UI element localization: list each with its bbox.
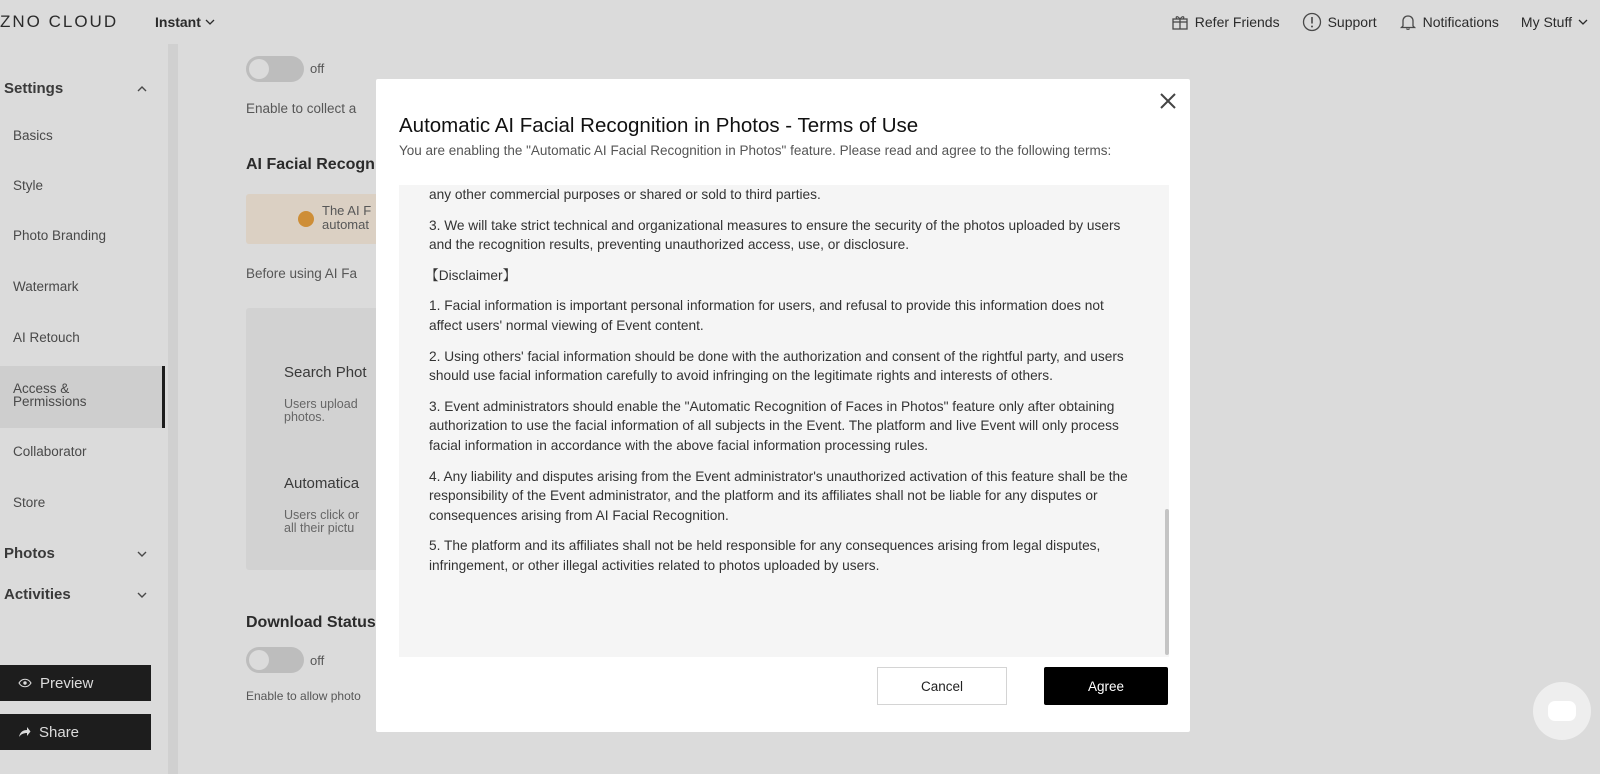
terms-paragraph: 5. The platform and its affiliates shall not be held responsible for any consequences arising from legal disputes, infringement, or other illegal activities related to photos uploaded by users. xyxy=(429,538,1101,573)
scrollbar-thumb[interactable] xyxy=(1165,509,1169,655)
terms-paragraph: 1. Facial information is important personal information for users, and refusal to provide this information does not affect users' normal viewing of Event content. xyxy=(429,298,1104,333)
download-description: Enable to allow photo xyxy=(246,689,361,703)
toggle-description: Enable to collect a xyxy=(246,101,357,116)
disclaimer-heading: 【Disclaimer】 xyxy=(425,267,517,283)
refer-friends-label: Refer Friends xyxy=(1194,14,1280,30)
share-label: Share xyxy=(39,723,80,741)
activities-label: Activities xyxy=(4,586,71,603)
close-icon[interactable] xyxy=(1156,89,1180,113)
terms-paragraph: 3. Event administrators should enable the "Automatic Recognition of Faces in Photos" feature only after obtaining authorization to use the facial information of all subjects in the Event. The platform and live Event will only process facial information in accordance with the above facial information processing rules. xyxy=(429,398,1119,453)
sidebar-item-style[interactable]: Style xyxy=(13,178,44,193)
notifications-label: Notifications xyxy=(1422,14,1499,30)
app-logo[interactable]: ZNO CLOUD xyxy=(0,12,119,31)
search-photos-title[interactable]: Search Phot xyxy=(284,364,367,381)
sidebar-item-label: Access & Permissions xyxy=(13,381,87,409)
toggle-state-label: off xyxy=(310,653,325,668)
search-photos-desc: Users upload photos. xyxy=(284,397,358,424)
chat-button[interactable] xyxy=(1533,682,1591,740)
download-status-heading: Download Status xyxy=(246,614,376,631)
terms-paragraph: any other commercial purposes or shared or sold to third parties. xyxy=(429,187,821,202)
sidebar-item-store[interactable]: Store xyxy=(13,495,46,510)
sidebar-item-photo-branding[interactable]: Photo Branding xyxy=(13,228,107,243)
support-label: Support xyxy=(1327,14,1377,30)
chat-icon xyxy=(1548,701,1576,721)
terms-content xyxy=(425,185,1137,587)
modal-subtitle: You are enabling the "Automatic AI Facial Recognition in Photos" feature. Please read and agree to the following terms: xyxy=(399,143,1112,158)
sidebar-item-ai-retouch[interactable]: AI Retouch xyxy=(13,330,80,345)
my-stuff-label: My Stuff xyxy=(1520,14,1572,30)
agree-button[interactable]: Agree xyxy=(1044,667,1168,705)
modal-title: Automatic AI Facial Recognition in Photos - Terms of Use xyxy=(399,114,919,137)
terms-paragraph: 4. Any liability and disputes arising from the Event administrator's unauthorized activation of this feature shall be the responsibility of the Event administrator, and the platform and its affiliates shall not be liable for any disputes or consequences arising from AI Facial Recognition. xyxy=(429,468,1128,523)
cancel-button[interactable]: Cancel xyxy=(877,667,1007,705)
ai-facial-heading: AI Facial Recogn xyxy=(246,156,375,173)
terms-paragraph: 3. We will take strict technical and organizational measures to ensure the security of the photos uploaded by users and the recognition results, preventing unauthorized access, use, or disclosure. xyxy=(429,217,1121,253)
terms-modal xyxy=(376,79,1190,732)
notice-text: The AI F automat xyxy=(322,203,372,232)
sidebar-item-basics[interactable]: Basics xyxy=(13,128,53,143)
terms-paragraph: 2. Using others' facial information should be done with the authorization and consent of the rightful party, and users should use facial information carefully to avoid infringing on the legitimate rights and interests of others. xyxy=(429,348,1124,384)
automatic-title[interactable]: Automatica xyxy=(284,475,360,492)
product-label: Instant xyxy=(155,14,201,30)
sidebar-item-collaborator[interactable]: Collaborator xyxy=(13,444,87,459)
sidebar-item-watermark[interactable]: Watermark xyxy=(13,279,79,294)
automatic-desc: Users click or all their pictu xyxy=(284,508,360,535)
preview-label: Preview xyxy=(40,674,94,692)
terms-scroll-area[interactable] xyxy=(399,185,1169,657)
toggle-state-label: off xyxy=(310,61,325,76)
photos-label: Photos xyxy=(4,545,55,562)
before-using-text: Before using AI Fa xyxy=(246,266,358,281)
settings-label: Settings xyxy=(4,80,64,97)
